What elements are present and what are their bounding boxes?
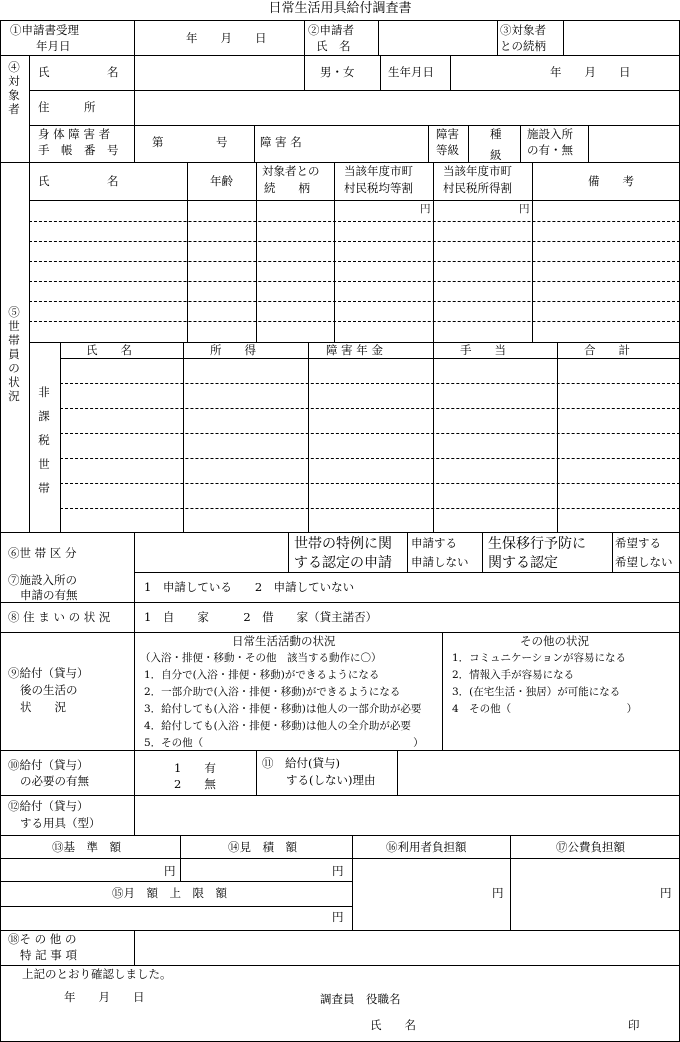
life-status-label-3: 状 況 [20,700,66,714]
daily-activity-option-1[interactable]: 1．自分で(入浴・排便・移動)ができるようになる [144,669,380,681]
other-status-option-3[interactable]: 3．(在宅生活・独居）が可能になる [452,686,621,698]
form-title: 日常生活用具給付調査書 [268,1,412,16]
household-table-body[interactable] [31,202,678,340]
subject-side-label: ④対象者 [8,60,20,116]
household-category-label: ⑥世 帯 区 分 [8,546,77,560]
household-col-name: 氏 名 [38,174,119,188]
household-category-field[interactable] [136,534,286,570]
handbook-label: 身 体 障 害 者 [38,127,111,141]
device-type-field[interactable] [136,797,677,833]
necessity-label-2: の必要の有無 [20,774,89,788]
confirmation-text: 上記のとおり確認しました。 [22,967,172,981]
receipt-date-label: ①申請書受理 [10,23,79,37]
nontax-col-allowance: 手 当 [460,343,506,357]
handbook-gou-label: 号 [216,135,228,149]
user-burden-label: ⑯利用者負担額 [386,840,467,854]
handbook-label-2: 手 帳 番 号 [38,143,119,157]
relation-field[interactable] [565,22,677,53]
investigator-position-label: 調査員 役職名 [320,992,401,1006]
necessity-label: ⑩給付（貸与） [8,758,89,772]
special-case-apply-option[interactable]: 申請する [411,536,457,550]
standard-amount-yen: 円 [164,864,176,878]
daily-activity-option-3[interactable]: 3．給付しても(入浴・排便・移動)は他人の一部介助が必要 [144,703,422,715]
nontax-col-income: 所 得 [210,343,256,357]
welfare-prevention-label-2: 関する認定 [488,555,558,571]
daily-activity-option-4[interactable]: 4．給付しても(入浴・排便・移動)は他人の全介助が必要 [144,720,411,732]
grade-unit-label: 級 [490,148,502,162]
household-col-tax-equal: 当該年度市町 [344,164,413,178]
relation-label-2: との続柄 [500,39,546,53]
tax-equal-yen-label: 円 [420,203,431,215]
monthly-limit-label: ⑮月 額 上 限 額 [112,886,227,900]
subject-name-label: 氏 名 [38,65,119,79]
household-col-tax-income-2: 村民税所得割 [443,181,512,195]
device-type-label-2: する用具（型） [20,816,101,830]
address-label: 住 所 [38,100,96,114]
welfare-prevention-label: 生保移行予防に [488,536,586,552]
necessity-yes-option[interactable]: 1 有 [174,761,216,775]
special-case-label: 世帯の特例に関 [294,536,392,552]
special-case-label-2: する認定の申請 [294,555,392,571]
facility-residence-label: 施設入所 [527,127,573,141]
household-col-tax-equal-2: 村民税均等割 [344,181,413,195]
address-field[interactable] [136,92,677,123]
daily-activity-title: 日常生活活動の状況 [232,634,336,648]
receipt-date-field[interactable]: 年 月 日 [186,31,267,45]
other-status-title: その他の状況 [520,634,589,648]
reason-label-2: する(しない)理由 [286,773,376,787]
handbook-dai-label: 第 [152,135,164,149]
kind-label: 種 [490,127,502,141]
gender-select[interactable]: 男・女 [320,65,355,79]
special-notes-label-2: 特 記 事 項 [20,948,77,962]
facility-application-label: ⑦施設入所の [8,573,77,587]
daily-activity-note: （入浴・排便・移動・その他 該当する動作に〇） [140,652,382,664]
receipt-date-label-2: 年月日 [36,39,71,53]
device-type-label: ⑫給付（貸与） [8,799,89,813]
disability-name-label: 障 害 名 [260,135,302,149]
applicant-label: ②申請者 [308,23,354,37]
household-col-relation-2: 続 柄 [264,181,310,195]
tax-income-yen-label: 円 [519,203,530,215]
life-status-label: ⑨給付（貸与） [8,666,89,680]
facility-application-label-2: 申請の有無 [20,588,78,602]
birthdate-label: 生年月日 [388,65,434,79]
special-notes-label: ⑱そ の 他 の [8,932,77,946]
nontax-col-pension: 障 害 年 金 [326,343,383,357]
nontax-col-name: 氏 名 [86,343,132,357]
other-status-option-4[interactable]: 4 その他（ ） [452,703,638,715]
nontax-table-body[interactable] [62,360,678,530]
daily-activity-option-2[interactable]: 2．一部介助で(入浴・排便・移動)ができるようになる [144,686,401,698]
daily-activity-option-5[interactable]: 5．その他（ ） [144,737,424,749]
household-col-remarks: 備 考 [588,174,634,188]
seal-label: 印 [628,1018,640,1032]
birthdate-field[interactable]: 年 月 日 [550,65,631,79]
other-status-option-2[interactable]: 2．情報入手が容易になる [452,669,575,681]
prevention-wish-option[interactable]: 希望する [615,536,661,550]
facility-residence-select[interactable]: の有・無 [527,143,573,157]
housing-status-options[interactable]: 1 自 家 2 借 家（貸主諾否） [144,610,378,624]
nontax-col-total: 合 計 [584,343,630,357]
user-burden-yen: 円 [492,886,504,900]
monthly-limit-yen: 円 [332,910,344,924]
estimate-amount-label: ⑭見 積 額 [228,840,297,854]
investigator-name-label: 氏 名 [370,1018,416,1032]
estimate-amount-yen: 円 [332,864,344,878]
prevention-nowish-option[interactable]: 希望しない [615,555,673,569]
grade-label: 障害 [436,127,459,141]
reason-label: ⑪ 給付(貸与) [262,756,340,770]
special-case-noapply-option[interactable]: 申請しない [411,555,469,569]
standard-amount-label: ⑬基 準 額 [52,840,121,854]
facility-application-options[interactable]: 1 申請している 2 申請していない [144,580,355,594]
special-notes-field[interactable] [136,932,677,963]
applicant-name-label: 氏 名 [316,39,351,53]
necessity-no-option[interactable]: 2 無 [174,777,216,791]
housing-status-label: ⑧ 住 ま い の 状 況 [8,610,111,624]
life-status-label-2: 後の生活の [20,683,78,697]
applicant-name-field[interactable] [380,22,495,53]
nontax-side-label: 非課税世帯 [38,385,50,495]
disability-name-field[interactable] [330,127,426,160]
household-col-relation: 対象者との [262,164,320,178]
other-status-option-1[interactable]: 1．コミュニケーションが容易になる [452,652,627,664]
reason-field[interactable] [399,752,677,793]
public-burden-label: ⑰公費負担額 [556,840,625,854]
household-col-age: 年齢 [210,174,233,188]
public-burden-yen: 円 [660,886,672,900]
grade-label-2: 等級 [436,143,459,157]
subject-name-field[interactable] [136,57,302,88]
household-col-tax-income: 当該年度市町 [443,164,512,178]
household-side-label: ⑤世帯員の状況 [8,305,20,403]
confirmation-date[interactable]: 年 月 日 [64,990,145,1004]
relation-label: ③対象者 [500,23,546,37]
